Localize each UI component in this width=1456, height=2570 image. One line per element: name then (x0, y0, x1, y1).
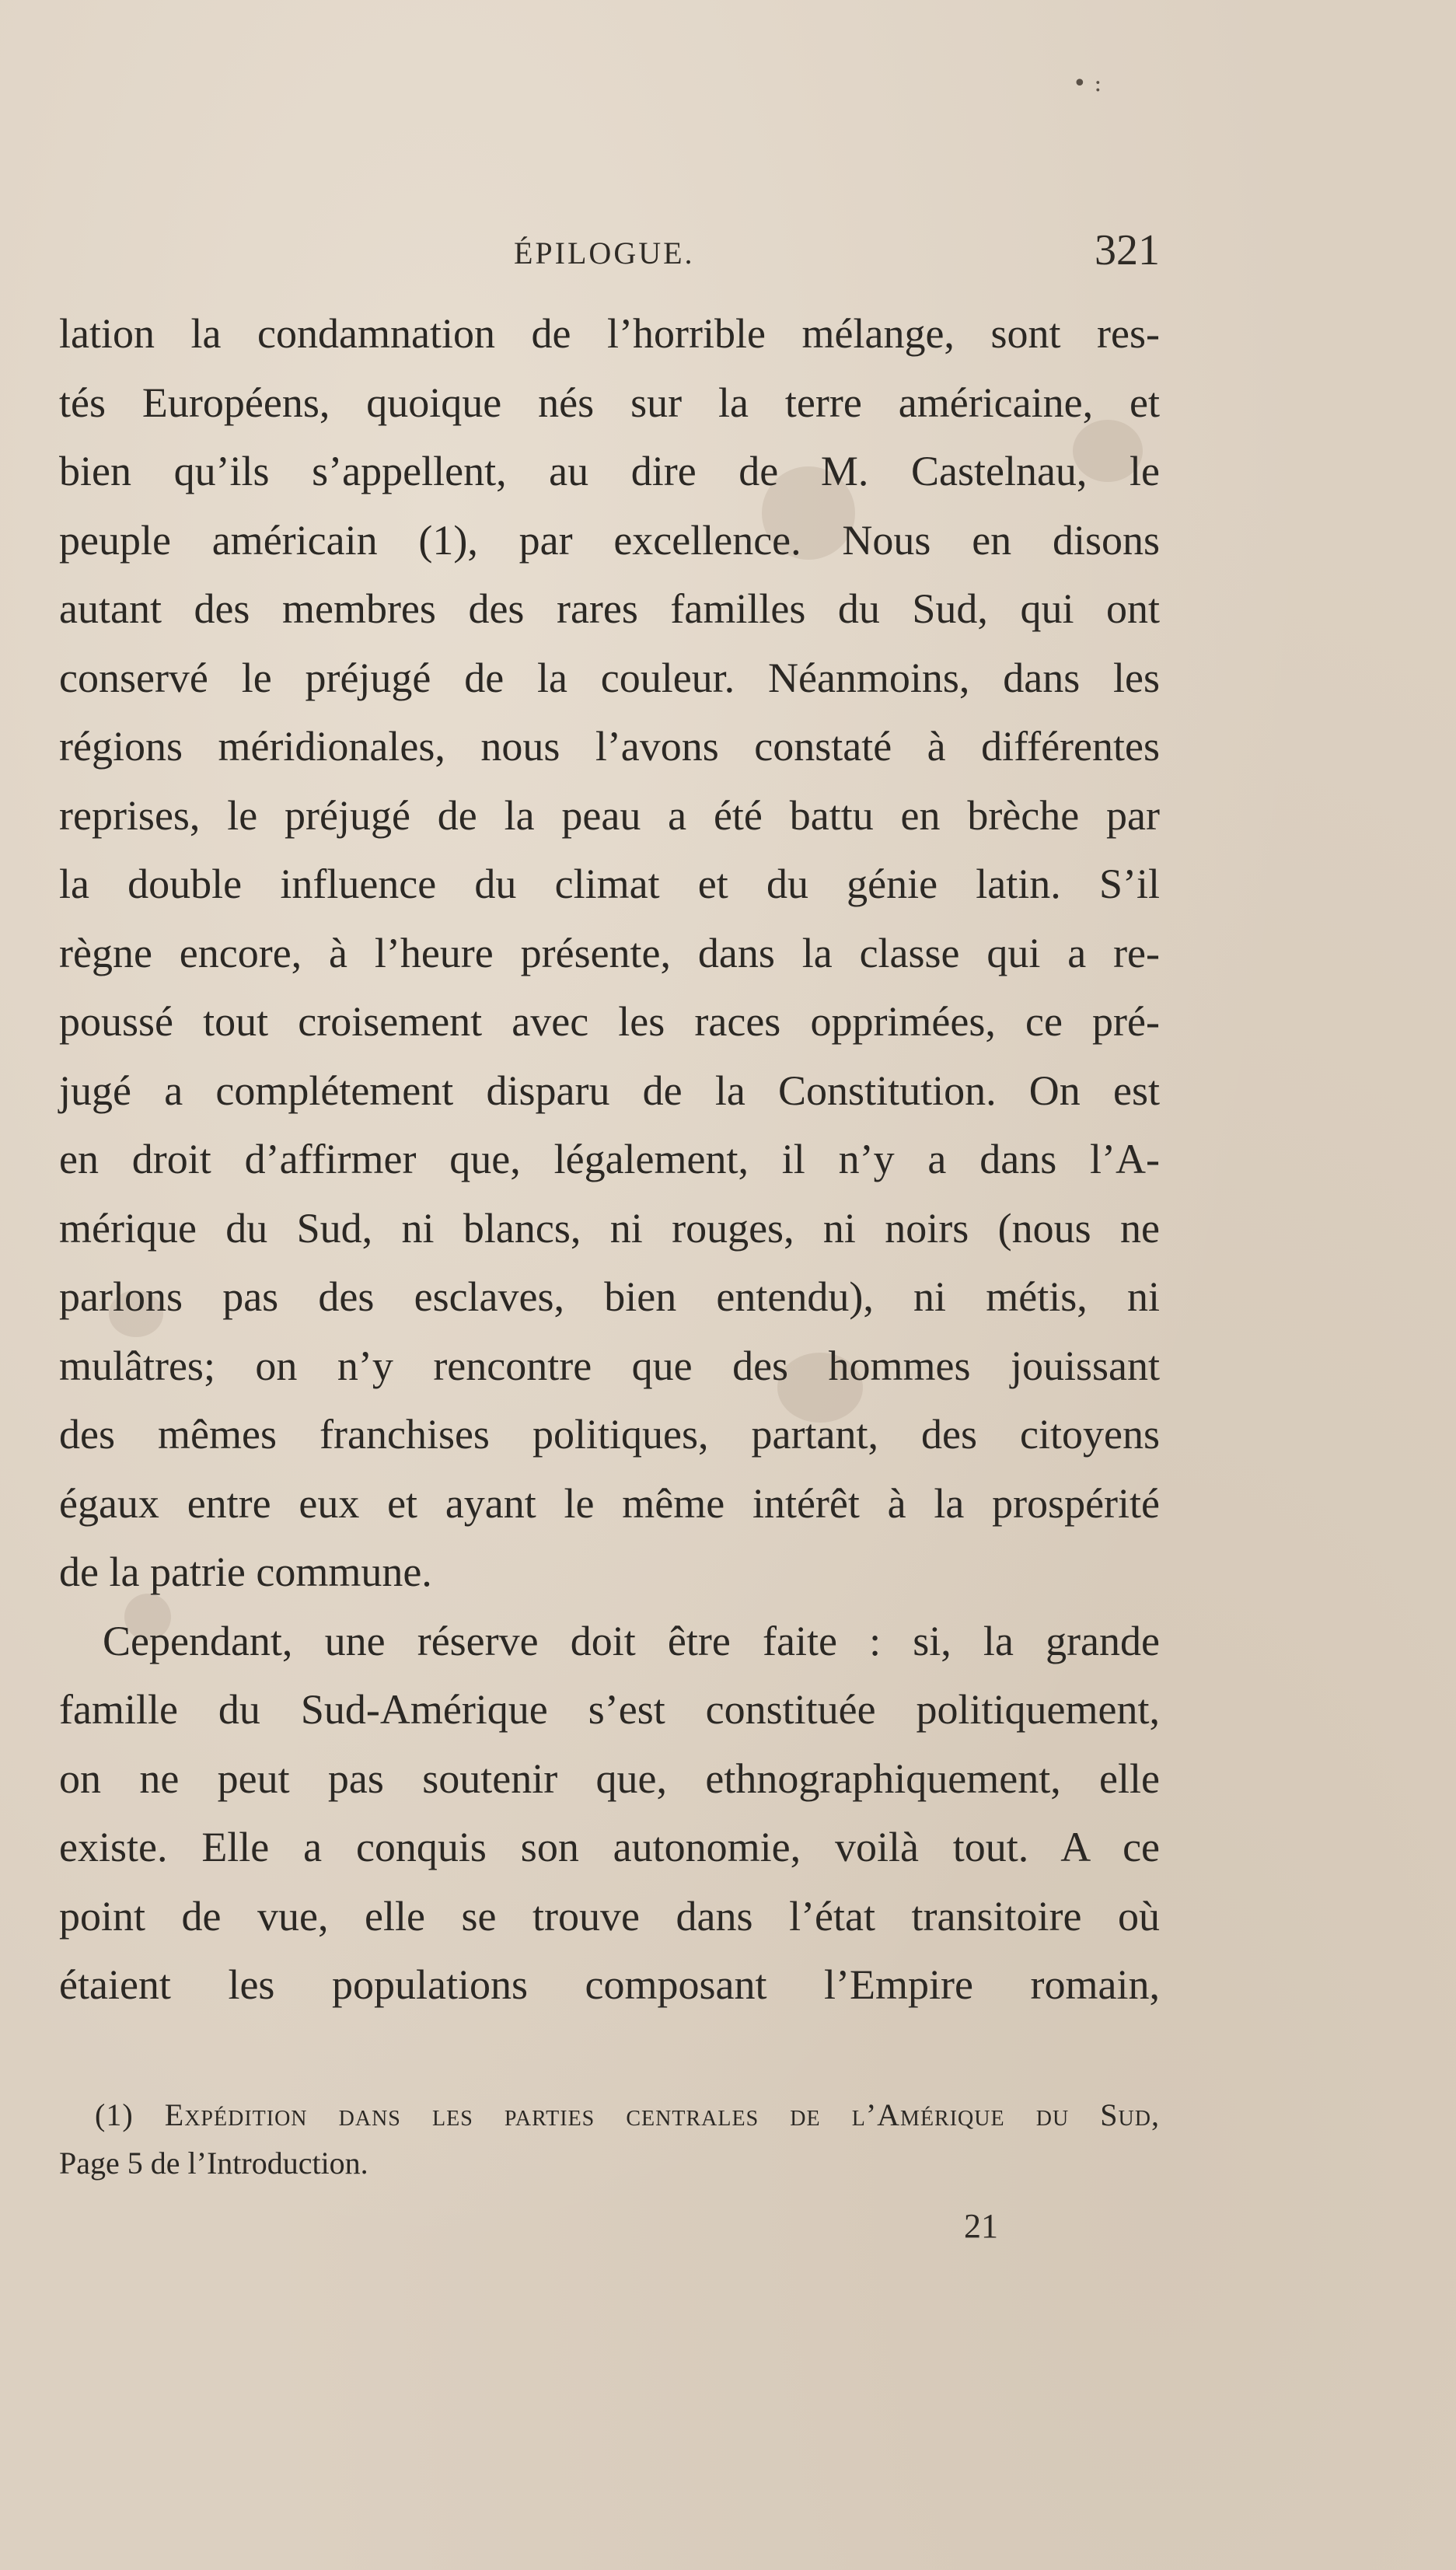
body-text (59, 299, 1160, 2020)
footnote (59, 2091, 1160, 2188)
text-line: poussé tout croisement avec les races opprimées, ce pré- (59, 998, 1160, 1045)
running-title: ÉPILOGUE. (514, 236, 695, 271)
text-line: mérique du Sud, ni blancs, ni rouges, ni noirs (nous ne (59, 1204, 1160, 1252)
text-line: existe. Elle a conquis son autonomie, voilà tout. A ce (59, 1824, 1160, 1870)
text-line: des mêmes franchises politiques, partant, des citoyens (59, 1411, 1160, 1458)
paragraph-start-line: Cependant, une réserve doit être faite : si, la grande (103, 1617, 1160, 1664)
text-line: en droit d’affirmer que, légalement, il n’y a dans l’A- (59, 1136, 1160, 1182)
page-header (59, 225, 1160, 272)
text-line: de la patrie commune. (59, 1549, 432, 1595)
text-line: bien qu’ils s’appellent, au dire de M. Castelnau, le (59, 448, 1160, 494)
page-number: 321 (1095, 226, 1160, 274)
text-line: jugé a complétement disparu de la Constitution. On est (59, 1067, 1160, 1114)
text-line: étaient les populations composant l’Empire romain, (59, 1961, 1160, 2008)
text-line: lation la condamnation de l’horrible mélange, sont res- (59, 310, 1160, 357)
text-line: régions méridionales, nous l’avons constaté à différentes (59, 723, 1160, 770)
text-line: conservé le préjugé de la couleur. Néanmoins, dans les (59, 654, 1160, 701)
footnote-line: (1) Expédition dans les parties centrales de l’Amérique du Sud, (95, 2097, 1160, 2132)
text-line: la double influence du climat et du génie latin. S’il (59, 861, 1160, 907)
text-line: autant des membres des rares familles du Sud, qui ont (59, 585, 1160, 632)
text-line: point de vue, elle se trouve dans l’état transitoire où (59, 1892, 1160, 1940)
text-line: mulâtres; on n’y rencontre que des hommes jouissant (59, 1342, 1160, 1389)
text-line: égaux entre eux et ayant le même intérêt à la prospérité (59, 1479, 1160, 1527)
text-line: règne encore, à l’heure présente, dans la classe qui a re- (59, 929, 1160, 976)
text-line: parlons pas des esclaves, bien entendu), ni métis, ni (59, 1273, 1160, 1320)
text-line: tés Européens, quoique nés sur la terre américaine, et (59, 379, 1160, 426)
text-line: reprises, le préjugé de la peau a été battu en brèche par (59, 791, 1160, 839)
text-line: famille du Sud-Amérique s’est constituée politiquement, (59, 1686, 1160, 1733)
text-line: peuple américain (1), par excellence. Nous en disons (59, 516, 1160, 564)
print-marks: • : (1073, 70, 1102, 97)
signature-mark: 21 (964, 2207, 998, 2245)
footnote-line: Page 5 de l’Introduction. (59, 2146, 368, 2181)
text-line: on ne peut pas soutenir que, ethnographiquement, elle (59, 1755, 1160, 1802)
